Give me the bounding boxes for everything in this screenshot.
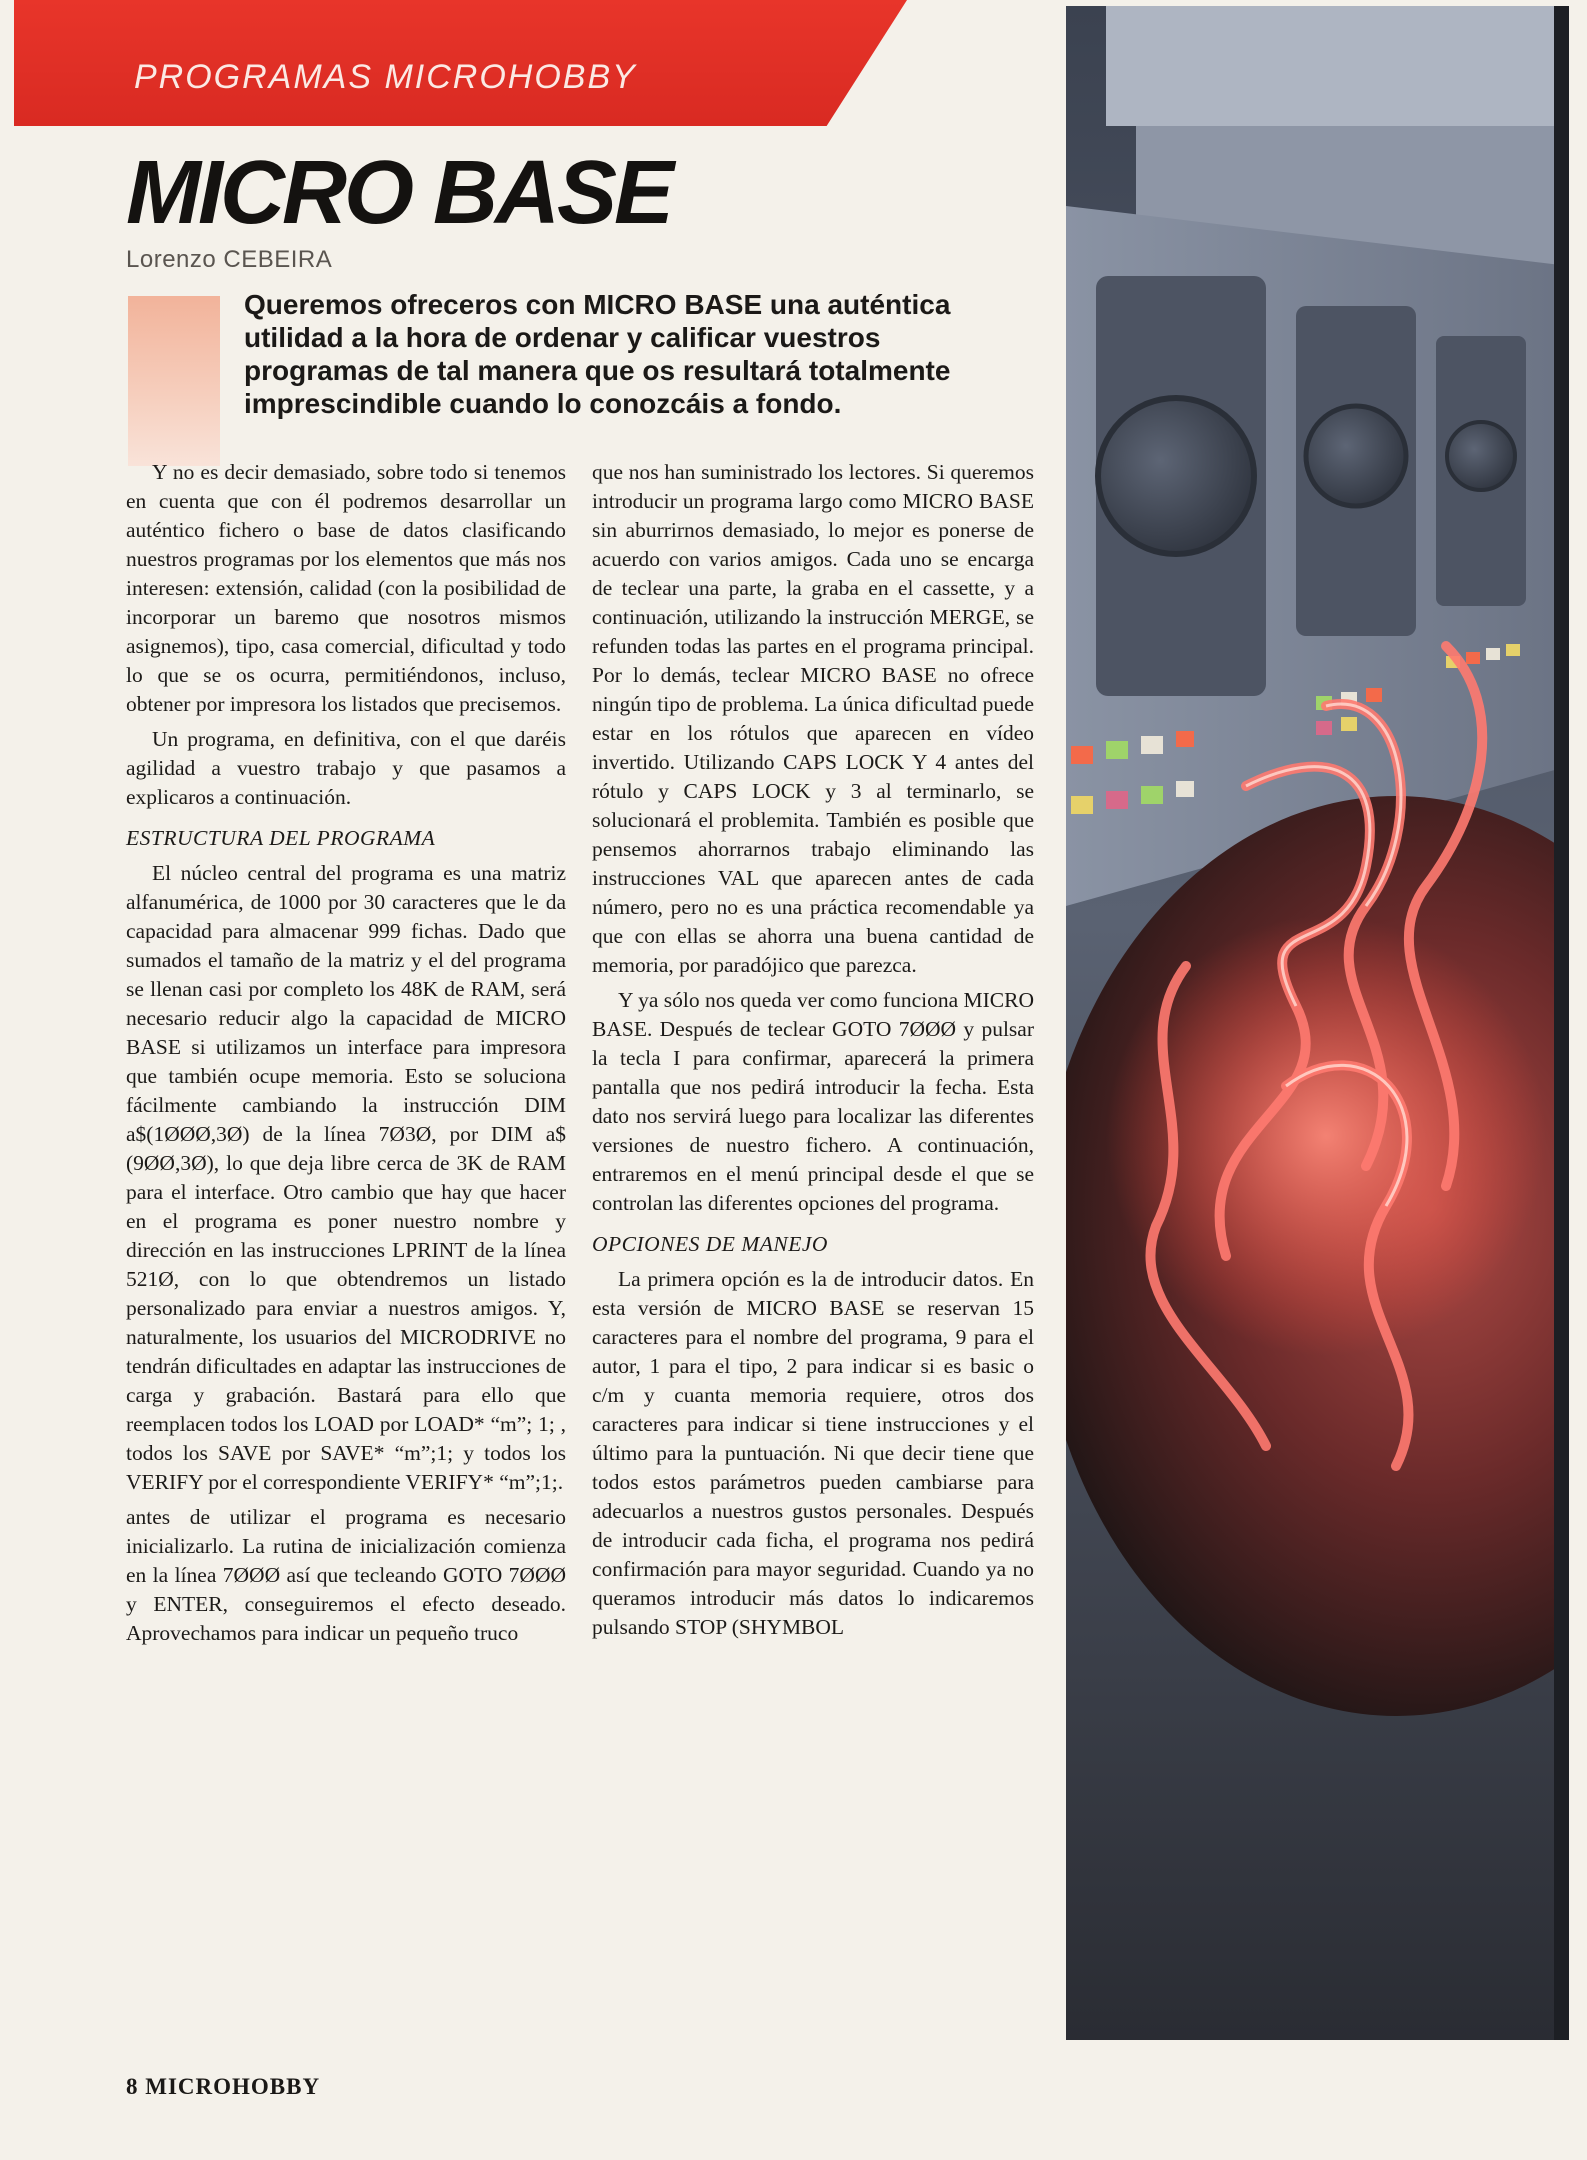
computer-illustration (1066, 6, 1569, 2040)
page-footer: 8 MICROHOBBY (126, 2074, 321, 2099)
article-author: Lorenzo CEBEIRA (126, 246, 333, 273)
section-heading: ESTRUCTURA DEL PROGRAMA (126, 826, 436, 850)
illustration-svg (1066, 6, 1569, 2040)
ceiling-panel (1106, 6, 1569, 126)
decorative-block (128, 296, 220, 466)
article-title: MICRO BASE (126, 143, 672, 243)
right-column (592, 458, 1034, 1648)
page-edge (1554, 6, 1569, 2040)
article-intro: Queremos ofreceros con MICRO BASE una auténtica utilidad a la hora de ordenar y calificar vuestros programas de tal manera que os resultará totalmente imprescindible cuando lo conozcáis a fondo. (244, 289, 951, 419)
section-label: PROGRAMAS MICROHOBBY (134, 58, 637, 96)
tape-reel (1098, 398, 1254, 554)
paragraph: El núcleo central del programa es una matriz alfanumérica, de 1000 por 30 caracteres que le da capacidad para almacenar 999 fichas. Dado que sumados el tamaño de la matriz y el del programa se llenan casi por completo los 48K de RAM, será necesario reducir algo la capacidad de MICRO BASE si utilizamos un interface para impresora que también ocupe memoria. Esto se soluciona fácilmente cambiando la instrucción DIM a$(1ØØØ,3Ø) de la línea 7Ø3Ø, por DIM a$ (9ØØ,3Ø), lo que deja libre cerca de 3K de RAM para el interface. Otro cambio que hay que hacer en el programa es poner nuestro nombre y dirección en las instrucciones LPRINT de la línea 521Ø, con lo que obtendremos un listado personalizado para enviar a nuestros amigos. Y, naturalmente, los usuarios del MICRODRIVE no tendrán dificultades en adaptar las instrucciones de carga y grabación. Bastará para ello que reemplacen todos los LOAD por LOAD* “m”; 1; , todos los SAVE por SAVE* “m”;1; y todos los VERIFY por el correspondiente VERIFY* “m”;1;. (126, 861, 566, 1494)
paragraph: antes de utilizar el programa es necesario inicializarlo. La rutina de inicialización comienza en la línea 7ØØØ así que tecleando GOTO 7ØØØ y ENTER, conseguiremos el efecto deseado. Aprovechamos para indicar un pequeño truco (126, 1505, 566, 1645)
tape-reel (1447, 422, 1515, 490)
paragraph: Un programa, en definitiva, con el que daréis agilidad a vuestro trabajo y que pasamos a explicaros a continuación. (126, 727, 566, 809)
paragraph: Y no es decir demasiado, sobre todo si tenemos en cuenta que con él podremos desarrollar un auténtico fichero o base de datos clasificando nuestros programas por los elementos que más nos interesen: extensión, calidad (con la posibilidad de incorporar un baremo que nosotros mismos asignemos), tipo, casa comercial, dificultad y todo lo que se os ocurra, permitiéndonos, incluso, obtener por impresora los listados que precisemos. (126, 460, 566, 716)
tape-reel (1306, 406, 1406, 506)
paragraph: La primera opción es la de introducir datos. En esta versión de MICRO BASE se reservan 15 caracteres para el nombre del programa, 9 para el autor, 1 para el tipo, 2 para indicar si es basic o c/m y cuanta memoria requiere, otros dos caracteres para indicar si tiene instrucciones y el último para la puntuación. Ni que decir tiene que todos estos parámetros pueden cambiarse para adecuarlos a nuestros gustos personales. Después de introducir cada ficha, el programa nos pedirá confirmación para mayor seguridad. Cuando ya no queramos introducir más datos lo indicaremos pulsando STOP (SHYMBOL (592, 1267, 1034, 1639)
left-column (126, 458, 566, 1654)
section-heading: OPCIONES DE MANEJO (592, 1232, 828, 1256)
paragraph: que nos han suministrado los lectores. Si queremos introducir un programa largo como MICRO BASE sin aburrirnos demasiado, lo mejor es ponerse de acuerdo con varios amigos. Cada uno se encarga de teclear una parte, la graba en el cassette, y a continuación, utilizando la instrucción MERGE, se refunden todas las partes en el programa principal. Por lo demás, teclear MICRO BASE no ofrece ningún tipo de problema. La única dificultad puede estar en los rótulos que aparecen en vídeo invertido. Utilizando CAPS LOCK Y 4 antes del rótulo y CAPS LOCK y 3 al terminarlo, se solucionará el problemita. También es posible que pensemos ahorrarnos trabajo eliminando las instrucciones VAL que aparecen antes de cada número, pero no es una práctica recomendable ya que con ellas se ahorra una buena cantidad de memoria, por paradójico que parezca. (592, 460, 1034, 977)
paragraph: Y ya sólo nos queda ver como funciona MICRO BASE. Después de teclear GOTO 7ØØØ y pulsar la tecla I para confirmar, aparecerá la primera pantalla que nos pedirá introducir la fecha. Esta dato nos servirá luego para localizar las diferentes versiones de nuestro fichero. A continuación, entraremos en el menú principal desde el que se controlan las diferentes opciones del programa. (592, 988, 1034, 1215)
